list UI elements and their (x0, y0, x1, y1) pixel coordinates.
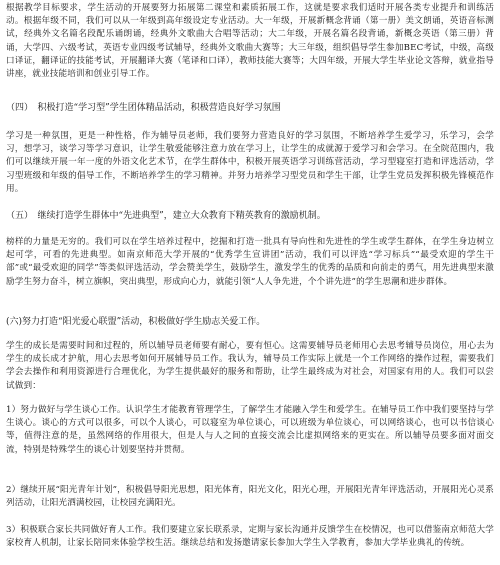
paragraph-student-activities: 根据教学目标要求，学生活动的开展要努力拓展第二课堂和素质拓展工作，这就是要求我们适时开展各类专业提升和训练活动。根据年级不同，我们可以从一年级到高年级设定专业活动。大一年级，开展新概念背诵（第一册）美文朗诵，英语音标测试，经典外文名篇名段配乐诵朗诵，经典外文歌曲大合唱等活动；大二年级，开展名篇名段背诵，新概念英语（第三册）背诵，大学四、六级考试，英语专业四级考试辅导，经典外文歌曲大赛等；大三年级，组织倡导学生参加BEC考试，中级，高级口译证，翻译证的技能考试，开展翻译大赛（笔译和口译），教师技能大赛等；大四年级，开展大学生毕业论文答辩，就业指导讲座，就业技能培训和创业引导工作。 (6, 3, 494, 80)
section-heading-5: （五） 继续打造学生群体中“先进典型”，建立大众教育下精英教育的激励机制。 (6, 211, 326, 221)
section-heading-6: (六)努力打造“阳光爱心联盟”活动，积极做好学生励志关爱工作。 (6, 317, 266, 327)
paragraph-counselor-work: 学生的成长是需要时间和过程的，所以辅导员老师要有耐心，要有恒心。这需要辅导员老师用心去思考辅导员岗位，用心去为学生的成长成才护航，用心去思考如何开展辅导员工作。我认为，辅导员工作实际上就是一个工作网络的操作过程，需要我们学会去操作和利用资源进行合理优化，为学生提供最好的服务和帮助，让学生最终成为对社会，对国家有用的人。我们可以尝试做到： (6, 341, 494, 391)
paragraph-learning-atmosphere: 学习是一种氛围，更是一种性格，作为辅导员老师，我们要努力营造良好的学习氛围，不断培养学生爱学习，乐学习，会学习，想学习，谈学习等学习意识，让学生敬爱能够注意力放在学习上，让学生的成就源于爱学习和会学习。在全院范围内，我们可以继续开展一年一度的外语文化艺术节，在学生群体中，积极开展英语学习训练营活动，学习型寝室打造和评选活动，学习型班级和年级的倡导工作，不断培养学生的学习精神。并努力培养学习型党员和学生干部，让学生党员发挥积极先锋模范作用。 (6, 131, 494, 194)
paragraph-item-1: 1）努力做好与学生谈心工作。认识学生才能教育管理学生，了解学生才能融入学生和爱学生。在辅导员工作中我们要坚持与学生谈心。谈心的方式可以很多，可以个人谈心，可以寝室为单位谈心，可以班级为单位谈心，可以网络谈心，也可以书信谈心等，值得注意的是，虽然网络的作用很大，但是人与人之间的直接交流会比虚拟网络来的更实在。所以辅导员要多面对面交流，特别是特殊学生的谈心计划要坚持并贯彻。 (6, 405, 494, 455)
paragraph-item-2: 2）继续开展“阳光青年计划”，积极倡导阳光思想，阳光体育，阳光文化，阳光心理，开展阳光青年评选活动，开展阳光心灵系列活动，让阳光洒满校园，让校园充满阳光。 (6, 485, 494, 509)
section-heading-4: （四） 积极打造“学习型”学生团体精品活动，积极营造良好学习氛围 (6, 103, 281, 113)
paragraph-role-models: 榜样的力量是无穷的。我们可以在学生培养过程中，挖掘和打造一批具有导向性和先进性的学生或学生群体，在学生身边树立起可学，可看的先进典型。如南京师范大学开展的“优秀学生宣讲团”活动，我们可以评选“学习标兵”“最受欢迎的学生干部”或“最受欢迎的同学”等类似评选活动，学会赞美学生，鼓励学生，激发学生的优秀的品质和向前走的勇气，用先进典型来激励学生努力奋斗，树立旗帜，突出典型，形成向心力，就能引领“人人争先进，个个讲先进”的学生思潮和进步群体。 (6, 237, 494, 287)
paragraph-item-3: 3）积极联合家长共同做好育人工作。我们要建立家长联系录，定期与家长沟通并反馈学生在校情况，也可以借鉴南京师范大学家校育人机制，让家长陪同来体验学校生活。继续总结和发扬邀请家长参加大学生入学教育，参加大学毕业典礼的传统。 (6, 525, 494, 549)
